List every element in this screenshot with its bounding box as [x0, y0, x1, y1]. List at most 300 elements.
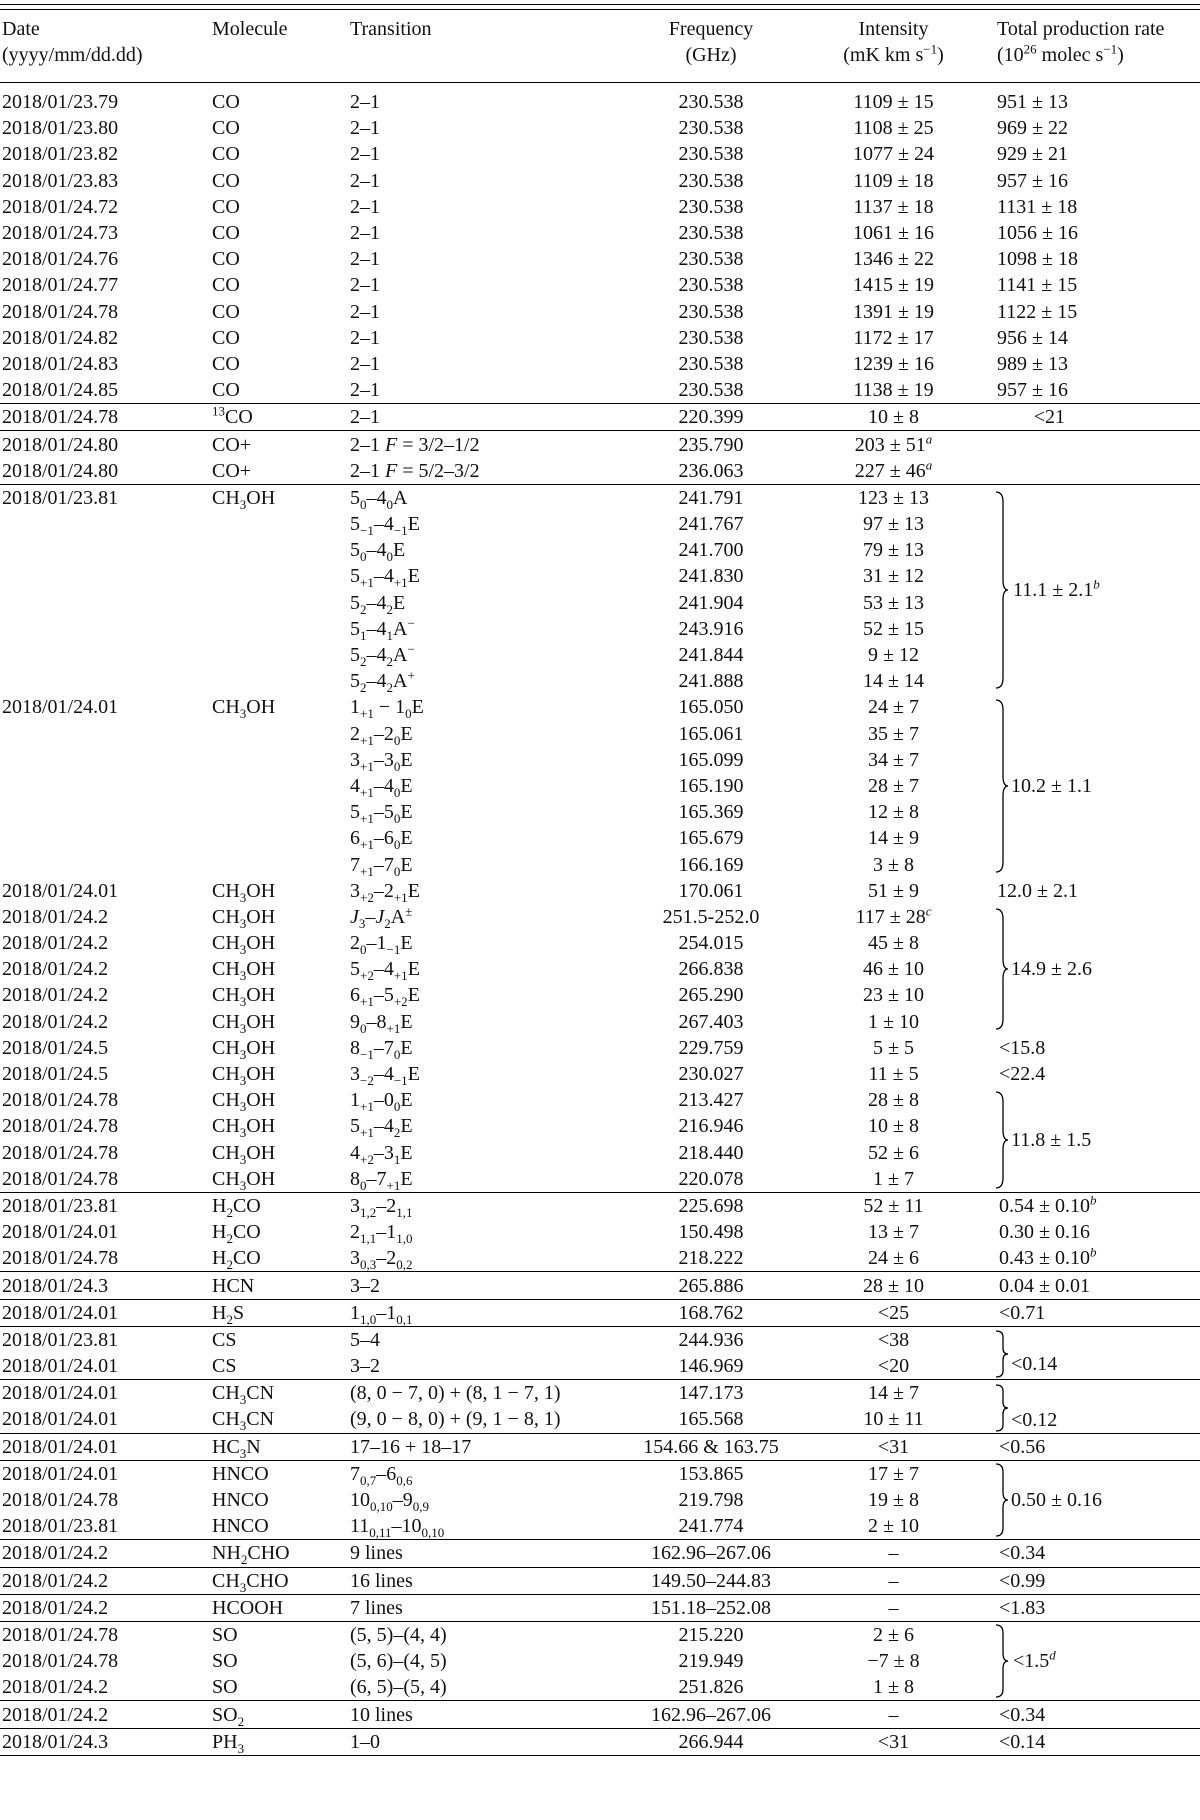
table-row [0, 141, 1200, 167]
cell-intensity: 14 ± 14 [863, 670, 924, 693]
cell-intensity: 28 ± 10 [790, 1272, 995, 1299]
cell-rate-grouped: <0.14 [995, 1326, 1200, 1379]
brace-icon [995, 698, 1009, 874]
cell-molecule: $SO_2$ [210, 1701, 348, 1728]
cell-molecule: CO+ [212, 459, 252, 482]
header-molecule: Molecule [210, 10, 348, 83]
cell-frequency: 230.538 [678, 195, 744, 218]
cell-transition: 2–1 F = 5/2–3/2 [350, 459, 480, 482]
table-body [0, 83, 1200, 1756]
cell-intensity: 123 ± 13 [790, 484, 995, 511]
cell-molecule: $CH_3OH$ [212, 1036, 276, 1062]
cell-rate: 989 ± 13 [997, 352, 1068, 375]
cell-date [0, 747, 210, 773]
cell-date: 2018/01/24.2 [2, 1676, 109, 1699]
cell-molecule: $CH_3OH$ [212, 1089, 276, 1115]
cell-intensity: – [790, 1594, 995, 1621]
cell-molecule: CO [212, 169, 240, 192]
cell-frequency: 220.399 [630, 404, 790, 431]
cell-transition: (5, 5)–(4, 4) [348, 1621, 630, 1648]
cell-rate: 0.04 ± 0.01 [995, 1272, 1200, 1299]
brace-icon [995, 490, 1009, 690]
cell-rate: 969 ± 22 [997, 117, 1068, 140]
cell-transition: (5, 6)–(4, 5) [350, 1650, 447, 1673]
cell-molecule: $CH_3OH$ [212, 1115, 276, 1141]
cell-frequency: 165.679 [678, 827, 744, 850]
cell-frequency: 150.498 [678, 1221, 744, 1244]
table-row [0, 194, 1200, 220]
cell-rate: <1.83 [995, 1594, 1200, 1621]
cell-transition: $3_{+1}-3_0E$ [350, 748, 413, 774]
cell-intensity: 1108 ± 25 [853, 117, 934, 140]
cell-transition: $10_{0,10}-9_{0,9}$ [350, 1489, 429, 1515]
cell-frequency: 230.538 [678, 91, 744, 114]
cell-date [0, 511, 210, 537]
cell-molecule: $NH_2CHO$ [210, 1540, 348, 1567]
cell-frequency: 241.700 [678, 539, 744, 562]
cell-molecule [210, 721, 348, 747]
brace-icon [995, 1090, 1009, 1190]
cell-molecule: $CH_3CN$ [210, 1380, 348, 1407]
cell-intensity: 52 ± 11 [790, 1192, 995, 1219]
cell-rate: 0.54 ± 0.10$^b$ [995, 1192, 1200, 1219]
cell-date [0, 851, 210, 877]
cell-transition: $5_2-4_2A^+$ [350, 667, 415, 696]
cell-molecule: $CH_3OH$ [212, 905, 276, 931]
cell-transition: 2–1 [350, 117, 380, 140]
cell-frequency: 218.222 [678, 1247, 744, 1270]
cell-rate: <0.99 [995, 1567, 1200, 1594]
cell-frequency: 265.886 [630, 1272, 790, 1299]
table-row [0, 1299, 1200, 1326]
cell-transition: (6, 5)–(5, 4) [350, 1676, 447, 1699]
cell-intensity: 46 ± 10 [863, 958, 924, 981]
cell-frequency: 165.061 [678, 722, 744, 745]
cell-frequency: 241.791 [630, 484, 790, 511]
cell-molecule: $CH_3OH$ [212, 1167, 276, 1193]
cell-date [0, 590, 210, 616]
cell-intensity: 1061 ± 16 [853, 222, 934, 245]
cell-transition: 2–1 [350, 379, 380, 402]
cell-date: 2018/01/24.01 [0, 1299, 210, 1326]
cell-date: 2018/01/24.01 [0, 1433, 210, 1460]
cell-transition: $5_0-4_0E$ [350, 539, 406, 565]
cell-rate: 0.43 ± 0.10$^b$ [999, 1244, 1097, 1270]
cell-frequency: 230.538 [678, 300, 744, 323]
cell-rate: <0.34 [995, 1701, 1200, 1728]
cell-date: 2018/01/24.76 [2, 248, 119, 271]
brace-icon [995, 1383, 1009, 1433]
cell-date [0, 642, 210, 668]
cell-frequency: 147.173 [630, 1380, 790, 1407]
cell-frequency: 265.290 [678, 984, 744, 1007]
cell-frequency: 244.936 [630, 1326, 790, 1353]
cell-transition: $3_{0,3}-2_{0,2}$ [350, 1247, 413, 1273]
cell-molecule: $CH_3CHO$ [210, 1567, 348, 1594]
cell-molecule: CO [212, 222, 240, 245]
cell-molecule: HNCO [210, 1460, 348, 1487]
cell-intensity: – [790, 1567, 995, 1594]
header-frequency: Frequency (GHz) [630, 10, 790, 83]
cell-transition: 16 lines [348, 1567, 630, 1594]
cell-molecule: SO [212, 1650, 238, 1673]
header-date: Date (yyyy/mm/dd.dd) [0, 10, 210, 83]
cell-frequency: 230.538 [678, 326, 744, 349]
cell-date: 2018/01/24.78 [2, 1167, 119, 1190]
cell-intensity: 1109 ± 15 [853, 91, 934, 114]
table-header [0, 5, 1200, 83]
brace-icon [995, 1623, 1009, 1699]
cell-intensity: 19 ± 8 [868, 1489, 919, 1512]
table-row [0, 1728, 1200, 1755]
table-row [0, 404, 1200, 431]
cell-rate: 957 ± 16 [997, 379, 1068, 402]
cell-intensity: 10 ± 8 [868, 1115, 919, 1138]
cell-intensity: 14 ± 9 [868, 827, 919, 850]
cell-transition: 3–2 [348, 1272, 630, 1299]
cell-rate-grouped: <0.12 [995, 1380, 1200, 1433]
cell-transition: $5_{+2}-4_{+1}E$ [350, 958, 420, 984]
cell-rate: 1098 ± 18 [997, 248, 1078, 271]
table-row [0, 1192, 1200, 1219]
cell-transition: $3_{1,2}-2_{1,1}$ [348, 1192, 630, 1219]
cell-frequency: 230.027 [678, 1063, 744, 1086]
cell-date: 2018/01/23.80 [2, 117, 119, 140]
cell-frequency: 230.538 [678, 117, 744, 140]
cell-date [0, 563, 210, 589]
cell-molecule: CO [212, 300, 240, 323]
cell-transition: 3–2 [350, 1355, 380, 1378]
cell-frequency: 219.949 [678, 1650, 744, 1673]
cell-transition: $1_{+1}-0_0E$ [350, 1089, 413, 1115]
cell-date: 2018/01/24.72 [2, 195, 119, 218]
cell-molecule: CO [212, 274, 240, 297]
cell-date: 2018/01/24.2 [2, 1010, 109, 1033]
cell-intensity: <25 [790, 1299, 995, 1326]
cell-date: 2018/01/24.78 [2, 1089, 119, 1112]
cell-rate: 1056 ± 16 [997, 222, 1078, 245]
cell-molecule [210, 511, 348, 537]
cell-rate [995, 458, 1200, 485]
cell-frequency: 170.061 [678, 879, 744, 902]
cell-frequency: 230.538 [678, 143, 744, 166]
cell-date: 2018/01/24.78 [2, 1247, 119, 1270]
cell-date: 2018/01/24.78 [0, 404, 210, 431]
cell-intensity: 23 ± 10 [863, 984, 924, 1007]
brace-icon [995, 1329, 1009, 1379]
cell-frequency: 153.865 [630, 1460, 790, 1487]
cell-frequency: 146.969 [678, 1355, 744, 1378]
cell-molecule: $H_2CO$ [212, 1221, 261, 1247]
cell-frequency: 165.568 [678, 1408, 744, 1431]
cell-transition: 5–4 [348, 1326, 630, 1353]
table-row [0, 325, 1200, 351]
cell-rate: <0.34 [995, 1540, 1200, 1567]
cell-date: 2018/01/23.81 [0, 1192, 210, 1219]
cell-intensity: 13 ± 7 [868, 1221, 919, 1244]
cell-intensity: 227 ± 46$^a$ [854, 457, 933, 482]
cell-frequency: 165.050 [678, 696, 744, 719]
table-row [0, 377, 1200, 404]
cell-transition: $8_{-1}-7_0E$ [350, 1036, 413, 1062]
cell-date [0, 668, 210, 694]
table-row [0, 168, 1200, 194]
cell-intensity: 2 ± 6 [790, 1621, 995, 1648]
cell-intensity: <31 [790, 1728, 995, 1755]
cell-intensity: 1 ± 10 [868, 1010, 919, 1033]
cell-molecule: HCOOH [210, 1594, 348, 1621]
cell-transition: $6_{+1}-5_{+2}E$ [350, 984, 420, 1010]
cell-transition: $1_{+1} - 1_0E$ [350, 696, 424, 722]
table-row [0, 299, 1200, 325]
cell-intensity: 5 ± 5 [873, 1036, 914, 1059]
cell-molecule [210, 563, 348, 589]
cell-frequency: 213.427 [678, 1089, 744, 1112]
cell-rate: 1141 ± 15 [997, 274, 1078, 297]
cell-transition: $11_{0,11}-10_{0,10}$ [350, 1515, 445, 1541]
cell-transition: $3_{+2}-2_{+1}E$ [350, 879, 420, 905]
cell-rate-grouped: 10.2 ± 1.1 [995, 694, 1200, 877]
cell-intensity: 11 ± 5 [868, 1063, 919, 1086]
cell-intensity: 3 ± 8 [873, 853, 914, 876]
cell-intensity: 1391 ± 19 [853, 300, 934, 323]
cell-transition: $6_{+1}-6_0E$ [350, 827, 413, 853]
cell-intensity: 12 ± 8 [868, 801, 919, 824]
cell-frequency: 165.190 [678, 774, 744, 797]
cell-molecule: SO [210, 1621, 348, 1648]
cell-molecule: CO [212, 352, 240, 375]
cell-frequency: 230.538 [678, 352, 744, 375]
cell-frequency: 229.759 [678, 1036, 744, 1059]
cell-molecule [210, 642, 348, 668]
table-row [0, 1245, 1200, 1272]
cell-transition: $4_{+1}-4_0E$ [350, 774, 413, 800]
cell-date: 2018/01/24.01 [2, 1221, 119, 1244]
cell-frequency: 149.50–244.83 [630, 1567, 790, 1594]
cell-rate: 929 ± 21 [997, 143, 1068, 166]
cell-frequency: 151.18–252.08 [630, 1594, 790, 1621]
cell-date: 2018/01/24.77 [2, 274, 119, 297]
cell-frequency: 230.538 [678, 274, 744, 297]
cell-rate: 957 ± 16 [997, 169, 1068, 192]
cell-frequency: 219.798 [678, 1489, 744, 1512]
cell-transition: $2_{+1}-2_0E$ [350, 722, 413, 748]
cell-molecule: $H_2S$ [210, 1299, 348, 1326]
cell-transition: 2–1 [350, 143, 380, 166]
cell-molecule: CO [212, 379, 240, 402]
cell-transition: $3_{-2}-4_{-1}E$ [350, 1063, 420, 1089]
cell-intensity: 24 ± 7 [868, 696, 919, 719]
cell-frequency: 218.440 [678, 1141, 744, 1164]
cell-date: 2018/01/24.3 [0, 1272, 210, 1299]
cell-frequency: 165.369 [678, 801, 744, 824]
cell-rate: <0.14 [995, 1728, 1200, 1755]
cell-frequency: 230.538 [678, 379, 744, 402]
cell-intensity: <38 [790, 1326, 995, 1353]
cell-intensity: 35 ± 7 [868, 722, 919, 745]
cell-transition: $5_0-4_0A$ [348, 484, 630, 511]
cell-molecule: $CH_3OH$ [212, 1010, 276, 1036]
cell-date: 2018/01/24.01 [2, 1408, 119, 1431]
cell-molecule: $CH_3OH$ [212, 958, 276, 984]
cell-date: 2018/01/24.01 [2, 879, 119, 902]
cell-rate-grouped: <1.5$^d$ [995, 1621, 1200, 1701]
table-row [0, 1272, 1200, 1299]
cell-frequency: 154.66 & 163.75 [630, 1433, 790, 1460]
header-production-rate: Total production rate ($10^{26}$ molec $s^{-1}$) [995, 10, 1200, 83]
table-row [0, 351, 1200, 377]
cell-frequency: 241.767 [678, 513, 744, 536]
cell-transition: $7_{0,7}-6_{0,6}$ [348, 1460, 630, 1487]
cell-intensity: 1077 ± 24 [853, 143, 934, 166]
table-row [0, 1219, 1200, 1245]
table-row [0, 115, 1200, 141]
cell-date: 2018/01/24.85 [2, 379, 119, 402]
cell-transition: $5_{-1}-4_{-1}E$ [350, 513, 420, 539]
table-row [0, 694, 1200, 720]
cell-intensity: 1138 ± 19 [853, 379, 934, 402]
cell-rate [995, 431, 1200, 458]
cell-transition: 17–16 + 18–17 [348, 1433, 630, 1460]
cell-transition: $2_{1,1}-1_{1,0}$ [350, 1221, 413, 1247]
cell-transition: 2–1 [350, 169, 380, 192]
table-row [0, 246, 1200, 272]
cell-molecule: HNCO [212, 1515, 269, 1538]
cell-intensity: – [790, 1701, 995, 1728]
cell-transition: 2–1 [348, 404, 630, 431]
cell-date [0, 721, 210, 747]
table-row [0, 1540, 1200, 1567]
cell-molecule [210, 825, 348, 851]
cell-intensity: 1415 ± 19 [853, 274, 934, 297]
cell-intensity: 10 ± 11 [863, 1408, 924, 1431]
production-rates-table [0, 4, 1200, 1756]
cell-transition: 2–1 [350, 195, 380, 218]
cell-rate: <0.56 [995, 1433, 1200, 1460]
cell-date: 2018/01/24.78 [2, 300, 119, 323]
brace-icon [995, 1462, 1009, 1538]
cell-date: 2018/01/24.78 [2, 1489, 119, 1512]
cell-molecule: $CH_3OH$ [212, 696, 276, 722]
cell-molecule: CO [212, 326, 240, 349]
cell-intensity: 52 ± 6 [868, 1141, 919, 1164]
cell-rate-grouped: 11.1 ± 2.1$^b$ [995, 484, 1200, 694]
cell-rate: 12.0 ± 2.1 [997, 879, 1078, 902]
table-row [0, 431, 1200, 458]
cell-date: 2018/01/24.80 [0, 431, 210, 458]
table-row [0, 878, 1200, 904]
cell-frequency: 241.774 [678, 1515, 744, 1538]
cell-intensity: 79 ± 13 [863, 539, 924, 562]
cell-molecule: $CH_3OH$ [212, 932, 276, 958]
cell-intensity: 10 ± 8 [790, 404, 995, 431]
cell-intensity: 34 ± 7 [868, 748, 919, 771]
cell-date: 2018/01/24.5 [2, 1036, 109, 1059]
cell-intensity: 1109 ± 18 [853, 169, 934, 192]
cell-molecule: CO [212, 248, 240, 271]
cell-rate: <22.4 [999, 1063, 1046, 1086]
cell-intensity: 203 ± 51$^a$ [790, 431, 995, 458]
cell-date [0, 537, 210, 563]
cell-frequency: 236.063 [678, 459, 744, 482]
cell-date: 2018/01/24.01 [2, 696, 119, 719]
cell-molecule [210, 537, 348, 563]
cell-molecule: $PH_3$ [210, 1728, 348, 1755]
cell-rate: 0.30 ± 0.16 [999, 1221, 1090, 1244]
table-row [0, 904, 1200, 930]
cell-intensity: – [790, 1540, 995, 1567]
cell-transition: 2–1 [350, 352, 380, 375]
cell-molecule: CO [212, 117, 240, 140]
cell-transition: 2–1 [350, 326, 380, 349]
cell-date: 2018/01/24.01 [2, 1355, 119, 1378]
cell-frequency: 216.946 [678, 1115, 744, 1138]
cell-transition: 2–1 [350, 300, 380, 323]
cell-frequency: 165.099 [678, 748, 744, 771]
table-row [0, 1035, 1200, 1061]
cell-frequency: 230.538 [678, 169, 744, 192]
cell-molecule: $CH_3OH$ [212, 879, 276, 905]
cell-intensity: 1172 ± 17 [853, 326, 934, 349]
cell-molecule [210, 590, 348, 616]
cell-frequency: 230.538 [678, 222, 744, 245]
cell-intensity: −7 ± 8 [867, 1650, 920, 1673]
table-row [0, 1380, 1200, 1407]
cell-date: 2018/01/24.2 [0, 1567, 210, 1594]
cell-intensity: 24 ± 6 [868, 1247, 919, 1270]
cell-frequency: 241.904 [678, 591, 744, 614]
cell-transition: $7_{+1}-7_0E$ [350, 853, 413, 879]
cell-date: 2018/01/24.78 [0, 1621, 210, 1648]
cell-molecule [210, 668, 348, 694]
table-row [0, 220, 1200, 246]
table-row [0, 1594, 1200, 1621]
cell-frequency: 251.5-252.0 [662, 905, 760, 928]
cell-intensity: 1137 ± 18 [853, 195, 934, 218]
cell-transition: 2–1 [350, 91, 380, 114]
cell-transition: 10 lines [348, 1701, 630, 1728]
cell-frequency: 225.698 [630, 1192, 790, 1219]
cell-date: 2018/01/24.2 [2, 932, 109, 955]
cell-date: 2018/01/24.2 [0, 1701, 210, 1728]
cell-intensity: 1 ± 7 [873, 1167, 914, 1190]
cell-date: 2018/01/23.82 [2, 143, 119, 166]
cell-transition: 1–0 [348, 1728, 630, 1755]
cell-molecule: $CH_3OH$ [212, 1141, 276, 1167]
cell-frequency: 241.830 [678, 565, 744, 588]
cell-frequency: 266.944 [630, 1728, 790, 1755]
table-row [0, 1460, 1200, 1487]
cell-rate-grouped: 0.50 ± 0.16 [995, 1460, 1200, 1540]
cell-molecule: $CH_3OH$ [212, 984, 276, 1010]
cell-molecule: CO [212, 143, 240, 166]
cell-transition: $5_2-4_2A^-$ [350, 641, 415, 670]
cell-molecule: $HC_3N$ [210, 1433, 348, 1460]
cell-rate: <0.71 [995, 1299, 1200, 1326]
cell-frequency: 251.826 [678, 1676, 744, 1699]
cell-molecule: $CH_3CN$ [212, 1408, 275, 1434]
cell-frequency: 220.078 [678, 1167, 744, 1190]
cell-date: 2018/01/23.79 [2, 91, 119, 114]
cell-transition: $5_1-4_1A^-$ [350, 615, 415, 643]
cell-intensity: 31 ± 12 [863, 565, 924, 588]
table-row [0, 1701, 1200, 1728]
cell-frequency: 230.538 [678, 248, 744, 271]
cell-transition: $9_0-8_{+1}E$ [350, 1010, 413, 1036]
cell-date: 2018/01/24.78 [2, 1650, 119, 1673]
cell-intensity: <31 [790, 1433, 995, 1460]
cell-transition: (9, 0 − 8, 0) + (9, 1 − 8, 1) [350, 1408, 561, 1431]
